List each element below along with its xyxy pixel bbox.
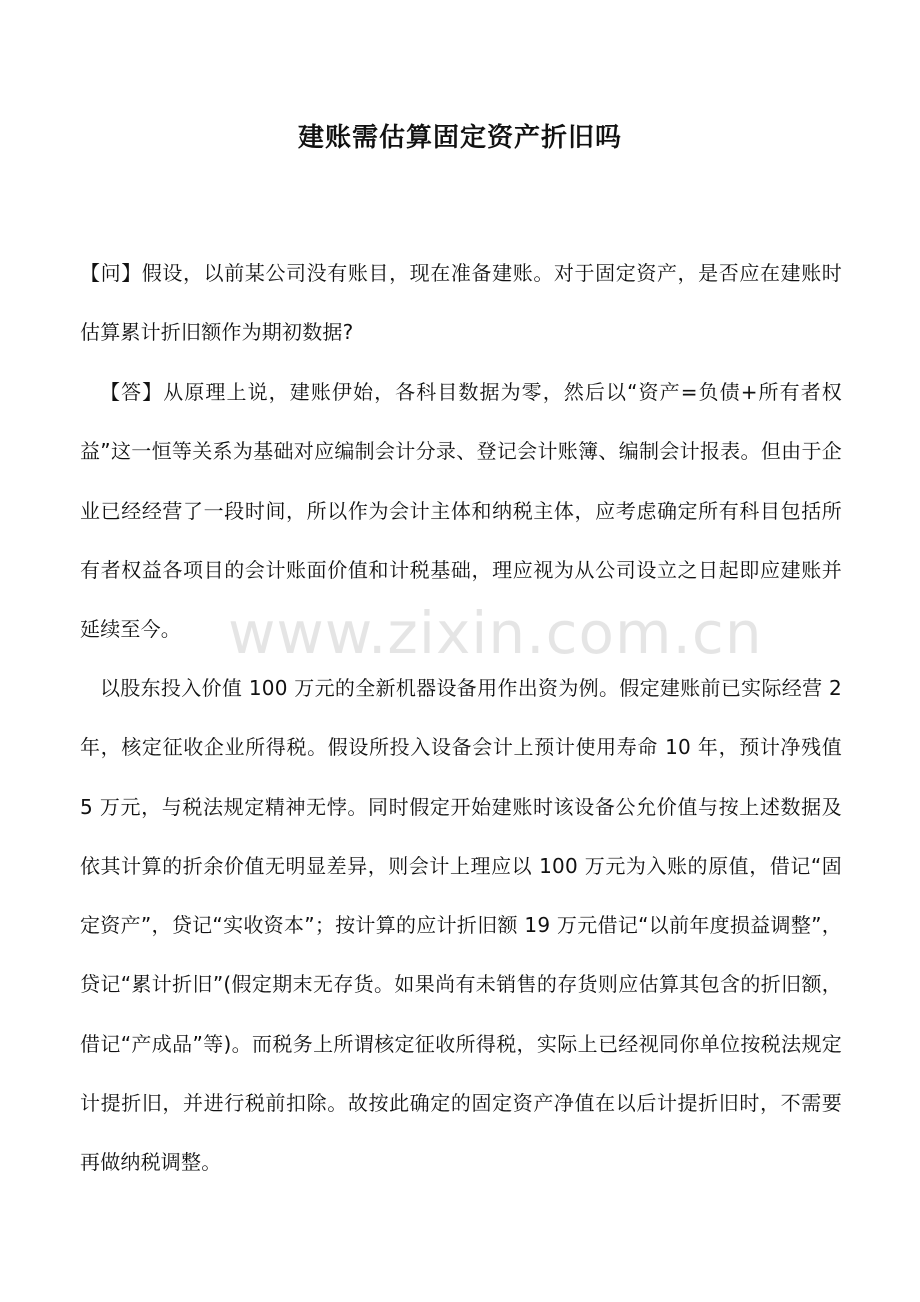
- watermark: www.zixin.com.cn: [228, 599, 763, 667]
- answer-paragraph: 【答】从原理上说，建账伊始，各科目数据为零，然后以“资产=负债+所有者权益”这一恒等关系为基础对应编制会计分录、登记会计账簿、编制会计报表。但由于企业已经经营了一段时间，所以作为会计主体和纳税主体，应考虑确定所有科目包括所有者权益各项目的会计账面价值和计税基础，理应视为从公司设立之日起即应建账并延续至今。: [80, 380, 842, 642]
- question-paragraph: 【问】假设，以前某公司没有账目，现在准备建账。对于固定资产，是否应在建账时估算累计折旧额作为期初数据?: [80, 261, 842, 345]
- example-paragraph: 以股东投入价值 100 万元的全新机器设备用作出资为例。假定建账前已实际经营 2 年，核定征收企业所得税。假设所投入设备会计上预计使用寿命 10 年，预计净残值 5 万元，与税法规定精神无悖。同时假定开始建账时该设备公允价值与按上述数据及依其计算的折余价值无明显差异，则会计上理应以 100 万元为入账的原值，借记“固定资产”，贷记“实收资本”；按计算的应计折旧额 19 万元借记“以前年度损益调整”，贷记“累计折旧”(假定期末无存货。如果尚有未销售的存货则应估算其包含的折旧额，借记“产成品”等)。而税务上所谓核定征收所得税，实际上已经视同你单位按税法规定计提折旧，并进行税前扣除。故按此确定的固定资产净值在以后计提折旧时，不需要再做纳税调整。: [80, 676, 842, 1175]
- document-title: 建账需估算固定资产折旧吗: [297, 123, 622, 153]
